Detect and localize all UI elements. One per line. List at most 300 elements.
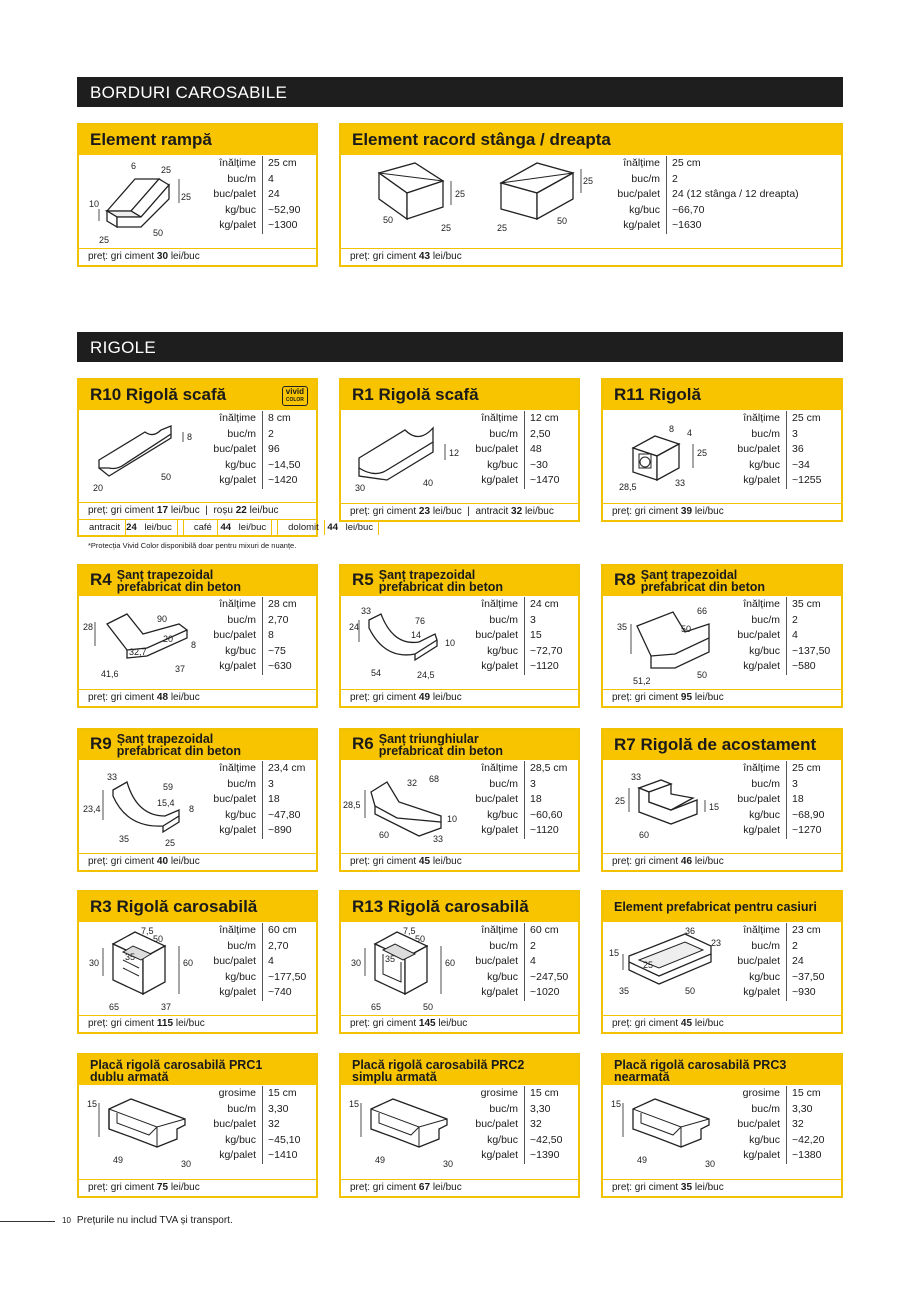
spec-table [721, 597, 830, 675]
card-title: Placă rigolă carosabilă PRC3 nearmată [603, 1055, 841, 1085]
dim-label: 50 [681, 624, 692, 634]
spec-value: 32 [530, 1118, 542, 1130]
spec-label: buc/m [601, 172, 667, 188]
card-title: R11 Rigolă [603, 380, 841, 410]
spec-label: kg/buc [197, 808, 263, 824]
page-number: 10 [62, 1216, 71, 1225]
spec-label: înălțime [721, 411, 787, 427]
spec-value: ~72,70 [530, 644, 563, 657]
spec-value: ~1270 [792, 824, 822, 836]
dim-label: 33 [107, 772, 118, 782]
card-title: Element racord stânga / dreapta [341, 125, 841, 155]
spec-label: înălțime [601, 156, 667, 172]
spec-label: kg/palet [197, 1148, 263, 1164]
dim-label: 60 [639, 830, 650, 840]
product-drawing [349, 418, 469, 493]
price-line: preț: gri ciment 67 lei/buc [341, 1179, 578, 1196]
price-line: preț: gri ciment 48 lei/buc [79, 689, 316, 706]
product-card-r7 [601, 728, 843, 872]
spec-label: buc/palet [459, 1117, 525, 1133]
spec-value: 2 [792, 939, 798, 952]
card-title: R3 Rigolă carosabilă [79, 892, 316, 922]
spec-table [459, 1086, 562, 1164]
price-line: preț: gri ciment 17 lei/buc | roșu 22 lei/buc [79, 502, 316, 519]
dim-label: 23 [711, 938, 722, 948]
spec-value: 3 [268, 777, 274, 790]
spec-value: 2,70 [268, 613, 289, 626]
spec-value: 32 [792, 1118, 804, 1130]
spec-value: ~30 [530, 458, 548, 471]
spec-value: 32 [268, 1118, 280, 1130]
spec-table [601, 156, 799, 234]
spec-label: grosime [721, 1086, 787, 1102]
spec-value: 24 cm [530, 598, 559, 610]
spec-label: kg/buc [721, 808, 787, 824]
spec-value: 48 [530, 443, 542, 455]
dim-label: 35 [617, 622, 628, 632]
spec-label: buc/m [197, 172, 263, 188]
product-card-r5 [339, 564, 580, 708]
spec-label: kg/buc [459, 808, 525, 824]
dim-label: 10 [447, 814, 458, 824]
product-card-r11 [601, 378, 843, 522]
spec-label: buc/palet [721, 792, 787, 808]
spec-table [721, 761, 824, 839]
spec-value: 3,30 [530, 1102, 551, 1115]
spec-label: buc/m [459, 613, 525, 629]
spec-value: ~47,80 [268, 808, 301, 821]
spec-label: buc/palet [459, 442, 525, 458]
dim-label: 54 [371, 668, 382, 678]
spec-value: ~1120 [530, 660, 559, 672]
spec-value: 2,50 [530, 427, 551, 440]
spec-value: 18 [268, 793, 280, 805]
product-card-rampa [77, 123, 318, 267]
dim-label: 25 [497, 223, 508, 233]
dim-label: 60 [183, 958, 194, 968]
card-title: R5 Șanț trapezoidal prefabricat din beton [341, 566, 578, 596]
dim-label: 25 [161, 165, 172, 175]
spec-label: kg/palet [459, 985, 525, 1001]
spec-label: buc/palet [197, 628, 263, 644]
product-drawing [87, 1089, 202, 1174]
spec-value: 3 [530, 613, 536, 626]
product-card-r1 [339, 378, 580, 522]
dim-label: 25 [441, 223, 452, 233]
vivid-note: *Protecția Vivid Color disponibilă doar pentru mixuri de nuanțe. [88, 541, 297, 550]
card-title: Element prefabricat pentru casiuri [603, 892, 841, 922]
dim-label: 50 [383, 215, 394, 225]
spec-label: kg/buc [197, 458, 263, 474]
card-title: R4 Șanț trapezoidal prefabricat din beton [79, 566, 316, 596]
spec-value: ~14,50 [268, 458, 301, 471]
dim-label: 68 [429, 774, 440, 784]
spec-value: 36 [792, 443, 804, 455]
product-card-prc1 [77, 1053, 318, 1198]
dim-label: 10 [89, 199, 100, 209]
spec-label: kg/buc [721, 458, 787, 474]
spec-label: buc/m [459, 1102, 525, 1118]
spec-label: buc/palet [721, 442, 787, 458]
spec-value: ~930 [792, 986, 816, 998]
dim-label: 59 [163, 782, 174, 792]
dim-label: 35 [119, 834, 130, 844]
product-drawing [83, 766, 202, 851]
spec-value: ~630 [268, 660, 292, 672]
spec-label: kg/palet [459, 659, 525, 675]
spec-value: ~1470 [530, 474, 560, 486]
spec-label: kg/palet [721, 659, 787, 675]
spec-label: kg/palet [459, 1148, 525, 1164]
spec-label: buc/m [197, 427, 263, 443]
dim-label: 8 [191, 640, 197, 650]
spec-label: kg/palet [721, 473, 787, 489]
spec-value: 35 cm [792, 598, 821, 610]
product-card-prc3 [601, 1053, 843, 1198]
spec-value: 25 cm [792, 412, 821, 424]
spec-label: buc/palet [197, 792, 263, 808]
spec-label: kg/palet [721, 1148, 787, 1164]
product-card-r4 [77, 564, 318, 708]
dim-label: 50 [153, 228, 164, 238]
product-drawing [611, 926, 726, 1011]
card-title: Placă rigolă carosabilă PRC2 simplu armată [341, 1055, 578, 1085]
dim-label: 33 [361, 606, 372, 616]
dim-label: 49 [113, 1155, 124, 1165]
dim-label: 32 [407, 778, 418, 788]
dim-label: 30 [443, 1159, 454, 1169]
spec-label: buc/m [459, 427, 525, 443]
product-card-prc2 [339, 1053, 580, 1198]
spec-value: ~66,70 [672, 203, 705, 216]
card-title: R10 Rigolă scafă [79, 380, 316, 410]
dim-label: 50 [415, 934, 426, 944]
dim-label: 28 [83, 622, 94, 632]
spec-label: buc/m [721, 777, 787, 793]
spec-value: ~42,20 [792, 1133, 825, 1146]
price-line: preț: gri ciment 23 lei/buc | antracit 32 lei/buc [341, 503, 578, 520]
dim-label: 37 [161, 1002, 172, 1012]
spec-label: înălțime [197, 923, 263, 939]
spec-value: ~580 [792, 660, 816, 672]
spec-value: 28,5 cm [530, 762, 568, 774]
spec-label: kg/buc [459, 644, 525, 660]
dim-label: 28,5 [343, 800, 361, 810]
spec-value: ~75 [268, 644, 286, 657]
spec-value: 15 cm [792, 1087, 821, 1099]
footer [62, 1215, 233, 1226]
spec-label: buc/m [197, 613, 263, 629]
price-line: preț: gri ciment 45 lei/buc [603, 1015, 841, 1032]
dim-label: 49 [375, 1155, 386, 1165]
spec-label: buc/m [197, 939, 263, 955]
dim-label: 8 [187, 432, 193, 442]
spec-value: 2 [792, 613, 798, 626]
product-card-r6 [339, 728, 580, 872]
spec-label: înălțime [459, 923, 525, 939]
spec-label: înălțime [197, 597, 263, 613]
dim-label: 32,7 [129, 647, 147, 657]
dim-label: 49 [637, 1155, 648, 1165]
spec-label: kg/palet [197, 218, 263, 234]
spec-table [459, 597, 562, 675]
dim-label: 15 [87, 1099, 98, 1109]
spec-value: 2 [530, 939, 536, 952]
dim-label: 25 [583, 176, 594, 186]
price-line: preț: gri ciment 30 lei/buc [79, 248, 316, 265]
card-title: R1 Rigolă scafă [341, 380, 578, 410]
dim-label: 15 [611, 1099, 622, 1109]
spec-value: ~37,50 [792, 970, 825, 983]
spec-value: ~1410 [268, 1149, 298, 1161]
spec-label: înălțime [721, 923, 787, 939]
section-title-borduri: BORDURI CAROSABILE [77, 77, 843, 107]
dim-label: 7,5 [141, 926, 154, 936]
spec-label: kg/palet [721, 823, 787, 839]
spec-label: kg/palet [459, 473, 525, 489]
dim-label: 36 [685, 926, 696, 936]
card-title: Element rampă [79, 125, 316, 155]
dim-label: 33 [433, 834, 444, 844]
spec-label: kg/buc [197, 644, 263, 660]
spec-value: ~1020 [530, 986, 560, 998]
spec-label: kg/buc [459, 1133, 525, 1149]
spec-label: kg/palet [459, 823, 525, 839]
price-line: preț: gri ciment 40 lei/buc [79, 853, 316, 870]
spec-value: ~60,60 [530, 808, 563, 821]
spec-value: 25 cm [672, 157, 701, 169]
spec-label: buc/m [721, 1102, 787, 1118]
spec-label: kg/buc [721, 644, 787, 660]
dim-label: 20 [163, 634, 174, 644]
spec-label: înălțime [197, 761, 263, 777]
dim-label: 7,5 [403, 926, 416, 936]
spec-value: 3 [530, 777, 536, 790]
spec-value: 4 [268, 172, 274, 185]
spec-label: buc/m [459, 939, 525, 955]
spec-label: buc/m [721, 427, 787, 443]
spec-label: buc/m [459, 777, 525, 793]
card-title: R8 Șanț trapezoidal prefabricat din beton [603, 566, 841, 596]
spec-label: kg/buc [197, 203, 263, 219]
spec-value: 3,30 [792, 1102, 813, 1115]
product-drawing [611, 1089, 726, 1174]
dim-label: 51,2 [633, 676, 651, 686]
product-card-racord [339, 123, 843, 267]
price-line: preț: gri ciment 95 lei/buc [603, 689, 841, 706]
spec-label: buc/palet [721, 954, 787, 970]
dim-label: 24 [349, 622, 360, 632]
dim-label: 60 [445, 958, 456, 968]
spec-table [459, 761, 567, 839]
spec-value: ~740 [268, 986, 292, 998]
dim-label: 4 [687, 428, 693, 438]
spec-value: ~1120 [530, 824, 559, 836]
color-price-row: antracit 24 lei/buc café 44 lei/buc dolomit 44 lei/buc [79, 519, 316, 535]
dim-label: 25 [615, 796, 626, 806]
spec-label: buc/palet [721, 1117, 787, 1133]
product-drawing [611, 602, 726, 687]
spec-value: ~68,90 [792, 808, 825, 821]
spec-value: ~34 [792, 458, 810, 471]
spec-table [197, 761, 305, 839]
dim-label: 35 [125, 952, 136, 962]
spec-value: 8 cm [268, 412, 291, 424]
spec-value: ~52,90 [268, 203, 301, 216]
dim-label: 15 [709, 802, 720, 812]
price-line: preț: gri ciment 49 lei/buc [341, 689, 578, 706]
spec-value: ~1420 [268, 474, 298, 486]
spec-value: ~1255 [792, 474, 822, 486]
spec-table [721, 923, 824, 1001]
dim-label: 23,4 [83, 804, 101, 814]
price-line: preț: gri ciment 35 lei/buc [603, 1179, 841, 1196]
product-card-r13 [339, 890, 580, 1034]
spec-value: 18 [530, 793, 542, 805]
dim-label: 30 [355, 483, 366, 493]
spec-value: 24 [268, 188, 280, 200]
spec-table [721, 411, 822, 489]
spec-label: înălțime [459, 761, 525, 777]
card-title: R9 Șanț trapezoidal prefabricat din beton [79, 730, 316, 760]
spec-value: ~177,50 [268, 970, 307, 983]
dim-label: 50 [557, 216, 568, 226]
dim-label: 37 [175, 664, 186, 674]
spec-label: buc/m [721, 613, 787, 629]
spec-table [197, 923, 306, 1001]
spec-value: 4 [268, 955, 274, 967]
price-line: preț: gri ciment 46 lei/buc [603, 853, 841, 870]
dim-label: 41,6 [101, 669, 119, 679]
dim-label: 25 [181, 192, 192, 202]
spec-value: 4 [792, 629, 798, 641]
dim-label: 10 [445, 638, 456, 648]
dim-label: 65 [109, 1002, 120, 1012]
dim-label: 76 [415, 616, 426, 626]
dim-label: 25 [165, 838, 176, 848]
spec-label: kg/buc [721, 1133, 787, 1149]
product-drawing [349, 602, 464, 682]
spec-value: ~247,50 [530, 970, 569, 983]
spec-label: kg/palet [197, 985, 263, 1001]
card-title: R13 Rigolă carosabilă [341, 892, 578, 922]
spec-label: buc/m [197, 777, 263, 793]
spec-value: ~1300 [268, 219, 298, 231]
spec-value: ~890 [268, 824, 292, 836]
spec-value: 3 [792, 777, 798, 790]
product-drawing [611, 418, 731, 493]
spec-value: 60 cm [530, 924, 559, 936]
spec-label: buc/palet [197, 442, 263, 458]
dim-label: 8 [189, 804, 195, 814]
product-drawing [351, 159, 594, 239]
product-drawing [83, 602, 202, 682]
spec-label: kg/buc [197, 970, 263, 986]
dim-label: 65 [371, 1002, 382, 1012]
spec-label: kg/buc [721, 970, 787, 986]
spec-value: 25 cm [268, 157, 297, 169]
dim-label: 50 [153, 934, 164, 944]
spec-value: 28 cm [268, 598, 297, 610]
dim-label: 50 [697, 670, 708, 680]
spec-label: înălțime [459, 411, 525, 427]
spec-label: înălțime [721, 597, 787, 613]
spec-table [197, 597, 297, 675]
dim-label: 30 [181, 1159, 192, 1169]
spec-label: buc/m [197, 1102, 263, 1118]
dim-label: 33 [675, 478, 686, 488]
spec-value: 2,70 [268, 939, 289, 952]
spec-table [197, 156, 300, 234]
spec-value: 4 [530, 955, 536, 967]
dim-label: 8 [669, 424, 675, 434]
dim-label: 15 [609, 948, 620, 958]
spec-table [459, 411, 560, 489]
product-card-r3 [77, 890, 318, 1034]
spec-value: ~1380 [792, 1149, 822, 1161]
spec-value: 24 (12 stânga / 12 dreapta) [672, 188, 799, 200]
spec-table [197, 411, 300, 489]
spec-value: 23 cm [792, 924, 821, 936]
spec-label: buc/palet [459, 792, 525, 808]
spec-label: buc/m [721, 939, 787, 955]
product-card-r8 [601, 564, 843, 708]
spec-table [197, 1086, 300, 1164]
spec-value: ~42,50 [530, 1133, 563, 1146]
spec-label: înălțime [197, 411, 263, 427]
spec-label: înălțime [459, 597, 525, 613]
dim-label: 50 [685, 986, 696, 996]
dim-label: 25 [99, 235, 110, 245]
product-drawing [611, 766, 726, 851]
product-drawing [349, 1089, 464, 1174]
dim-label: 35 [385, 954, 396, 964]
spec-label: buc/palet [197, 954, 263, 970]
dim-label: 24,5 [417, 670, 435, 680]
dim-label: 30 [705, 1159, 716, 1169]
spec-label: kg/buc [459, 970, 525, 986]
dim-label: 50 [423, 1002, 434, 1012]
dim-label: 25 [697, 448, 708, 458]
spec-value: 15 cm [268, 1087, 297, 1099]
section-title-rigole: RIGOLE [77, 332, 843, 362]
price-line: preț: gri ciment 115 lei/buc [79, 1015, 316, 1032]
spec-label: înălțime [721, 761, 787, 777]
spec-value: 3,30 [268, 1102, 289, 1115]
spec-value: ~45,10 [268, 1133, 301, 1146]
spec-label: buc/palet [459, 954, 525, 970]
price-line: preț: gri ciment 75 lei/buc [79, 1179, 316, 1196]
spec-value: 96 [268, 443, 280, 455]
spec-label: înălțime [197, 156, 263, 172]
card-title: R7 Rigolă de acostament [603, 730, 841, 760]
card-title: Placă rigolă carosabilă PRC1 dublu armată [79, 1055, 316, 1085]
spec-label: kg/palet [197, 659, 263, 675]
spec-value: 3 [792, 427, 798, 440]
dim-label: 66 [697, 606, 708, 616]
footer-rule [0, 1221, 55, 1222]
spec-value: 2 [268, 427, 274, 440]
dim-label: 20 [93, 483, 104, 493]
spec-value: ~1630 [672, 219, 702, 231]
spec-value: 8 [268, 629, 274, 641]
product-card-r9 [77, 728, 318, 872]
dim-label: 6 [131, 161, 137, 171]
spec-value: 23,4 cm [268, 762, 306, 774]
spec-label: buc/palet [601, 187, 667, 203]
spec-value: ~1390 [530, 1149, 560, 1161]
spec-label: buc/palet [197, 187, 263, 203]
